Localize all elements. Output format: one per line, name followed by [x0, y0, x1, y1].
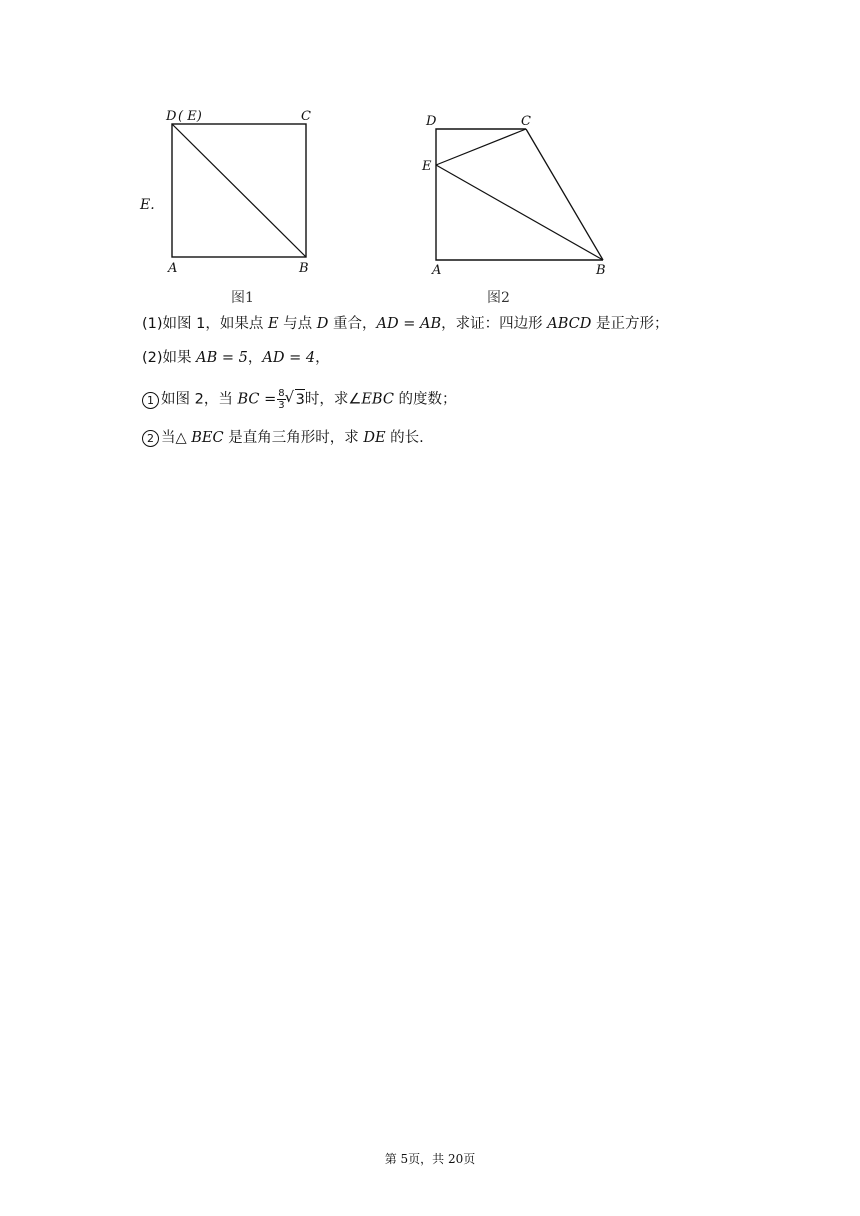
figures-area — [0, 0, 860, 310]
figure-1-caption: 图1 — [231, 290, 254, 306]
figure-2-label-e: E — [422, 159, 432, 174]
figure-1-label-d: D — [166, 109, 177, 124]
figure-2-label-b: B — [596, 263, 606, 278]
figure-2-segment-ec — [436, 129, 526, 165]
figure-1-label-b: B — [299, 261, 309, 276]
fraction: $\frac{8}{3}$ — [278, 388, 285, 411]
figure-1-diagonal-db — [172, 124, 306, 257]
figure-2-segment-cb — [526, 129, 603, 260]
figure-1-label-a: A — [168, 261, 178, 276]
question-2: (2)如果 AB = 5，AD = 4， — [142, 350, 330, 366]
page-footer: 第 5页，共 20页 — [384, 1152, 476, 1166]
figure-1-label-e: ( E) — [178, 109, 202, 124]
figure-2-label-c: C — [521, 114, 531, 129]
lead-fragment: E. — [140, 197, 155, 213]
question-1: (1)如图 1，如果点 E 与点 D 重合，AD = AB，求证：四边形 ABCD 是正方形； — [142, 316, 669, 332]
figure-1-label-c: C — [301, 109, 311, 124]
figure-2-label-a: A — [432, 263, 442, 278]
figure-2-segment-eb — [436, 165, 603, 260]
figure-1 — [165, 109, 311, 306]
figure-2-label-d: D — [426, 114, 437, 129]
square-root: √ 3 — [295, 389, 305, 410]
question-2-part-2: 2 当△ BEC 是直角三角形时，求 DE 的长. — [142, 428, 742, 448]
figure-2 — [421, 114, 606, 306]
figure-2-caption: 图2 — [487, 290, 510, 306]
question-2-part-1: 1 如图 2，当 BC = $\frac{8}{3}$ √ 3时，求∠EBC 的度数； — [142, 388, 742, 411]
circled-number-2: 2 — [142, 430, 159, 447]
figure-2-outline — [436, 129, 603, 260]
circled-number-1: 1 — [142, 392, 159, 409]
